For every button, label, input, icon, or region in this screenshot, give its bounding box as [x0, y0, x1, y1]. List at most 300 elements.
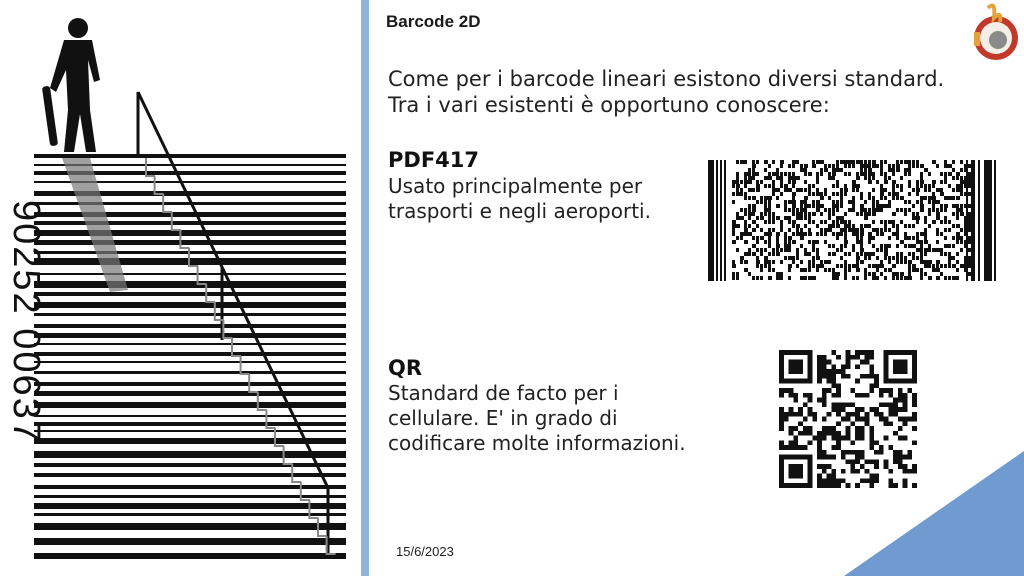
- pdf-module: [868, 192, 871, 196]
- pdf-module: [732, 276, 735, 280]
- qr-module: [850, 402, 855, 407]
- pdf-module: [936, 264, 939, 268]
- pdf-stop-bar: [971, 160, 975, 281]
- qr-module: [803, 393, 808, 398]
- barcode-bar: [34, 415, 346, 417]
- pdf-module: [776, 252, 780, 256]
- pdf-module: [880, 264, 884, 268]
- pdf-module: [952, 264, 956, 268]
- pdf-module: [908, 244, 912, 248]
- pdf-module: [936, 232, 939, 236]
- qr-module: [808, 398, 813, 403]
- pdf-module: [748, 248, 751, 252]
- qr-module: [827, 412, 832, 417]
- pdf-module: [912, 188, 915, 192]
- pdf-module: [752, 188, 755, 192]
- barcode-bar: [34, 513, 346, 516]
- qr-module: [855, 364, 860, 369]
- pdf-module: [956, 208, 960, 212]
- qr-module: [822, 364, 827, 369]
- qr-module: [822, 455, 827, 460]
- pdf-module: [828, 216, 831, 220]
- pdf-module: [912, 212, 915, 216]
- pdf-module: [784, 240, 787, 244]
- pdf-module: [788, 276, 791, 280]
- pdf-module: [792, 256, 795, 260]
- pdf-module: [868, 176, 871, 180]
- pdf-module: [940, 204, 943, 208]
- qr-module: [855, 436, 860, 441]
- pdf-module: [872, 208, 876, 212]
- pdf-module: [756, 240, 759, 244]
- qr-module: [836, 402, 841, 407]
- pdf-module: [872, 176, 875, 180]
- pdf-module: [900, 196, 904, 200]
- pdf-stop-bar: [994, 160, 996, 281]
- pdf-module: [856, 236, 859, 240]
- qr-module: [903, 398, 908, 403]
- pdf-module: [944, 196, 948, 200]
- pdf-module: [764, 212, 767, 216]
- pdf-module: [736, 180, 739, 184]
- pdf-module: [896, 256, 899, 260]
- qr-module: [803, 445, 808, 450]
- pdf-module: [820, 228, 823, 232]
- pdf-module: [756, 260, 760, 264]
- pdf-module: [844, 188, 848, 192]
- pdf-module: [816, 264, 820, 268]
- pdf-module: [760, 180, 763, 184]
- pdf-module: [804, 188, 807, 192]
- qr-module: [898, 417, 903, 422]
- pdf-module: [852, 160, 855, 164]
- pdf-module: [932, 184, 935, 188]
- qr-module: [912, 402, 917, 407]
- pdf-module: [808, 172, 812, 176]
- pdf-module: [744, 176, 747, 180]
- pdf-module: [864, 164, 868, 168]
- pdf-module: [808, 216, 811, 220]
- pdf-module: [960, 168, 963, 172]
- pdf-module: [812, 248, 815, 252]
- pdf-module: [948, 244, 951, 248]
- pdf-module: [740, 256, 744, 260]
- pdf-module: [816, 252, 819, 256]
- pdf-module: [852, 188, 855, 192]
- pdf-module: [924, 168, 928, 172]
- pdf-module: [804, 276, 807, 280]
- qr-module: [879, 393, 884, 398]
- pdf-module: [920, 276, 923, 280]
- pdf-module: [780, 224, 783, 228]
- pdf-module: [912, 252, 915, 256]
- pdf-module: [904, 232, 907, 236]
- pdf-module: [796, 212, 800, 216]
- pdf-module: [900, 188, 903, 192]
- pdf-module: [796, 216, 800, 220]
- pdf-module: [808, 252, 811, 256]
- pdf-module: [952, 168, 955, 172]
- qr-module: [831, 407, 836, 412]
- qr-module: [784, 388, 789, 393]
- pdf-module: [752, 220, 756, 224]
- pdf-module: [820, 260, 823, 264]
- pdf-module: [808, 232, 812, 236]
- barcode-bar: [34, 221, 346, 225]
- pdf-module: [968, 180, 971, 184]
- pdf-module: [852, 164, 855, 168]
- pdf-module: [892, 184, 895, 188]
- pdf-module: [948, 184, 951, 188]
- qr-module: [846, 436, 851, 441]
- pdf-module: [736, 160, 739, 164]
- pdf-module: [868, 160, 871, 164]
- pdf-module: [924, 260, 928, 264]
- pdf-module: [744, 172, 748, 176]
- pdf-module: [956, 276, 959, 280]
- qr-module: [865, 417, 870, 422]
- pdf-module: [796, 188, 800, 192]
- pdf-module: [820, 212, 823, 216]
- pdf-module: [852, 232, 856, 236]
- pdf-module: [892, 224, 895, 228]
- barcode-bar: [34, 240, 346, 245]
- qr-module: [912, 398, 917, 403]
- qr-module: [789, 440, 794, 445]
- qr-module: [817, 360, 822, 365]
- pdf-module: [932, 208, 935, 212]
- pdf-module: [740, 160, 744, 164]
- pdf-module: [732, 260, 735, 264]
- pdf-module: [732, 240, 736, 244]
- pdf-module: [744, 240, 748, 244]
- qr-module: [798, 421, 803, 426]
- pdf-module: [900, 260, 903, 264]
- qr-module: [793, 436, 798, 441]
- qr-module: [850, 412, 855, 417]
- pdf-module: [816, 188, 819, 192]
- pdf-module: [840, 196, 843, 200]
- pdf-module: [784, 256, 787, 260]
- pdf-module: [896, 244, 899, 248]
- pdf-module: [812, 264, 815, 268]
- qr-finder: [789, 360, 803, 374]
- qr-module: [822, 478, 827, 483]
- pdf-module: [892, 276, 895, 280]
- qr-module: [779, 440, 784, 445]
- pdf-module: [900, 184, 903, 188]
- pdf-module: [836, 168, 840, 172]
- qr-module: [831, 445, 836, 450]
- pdf-module: [892, 196, 895, 200]
- pdf-module: [772, 160, 775, 164]
- pdf-module: [776, 272, 780, 276]
- pdf-module: [932, 200, 936, 204]
- pdf-module: [836, 160, 839, 164]
- pdf-module: [884, 268, 887, 272]
- pdf-module: [748, 252, 751, 256]
- pdf-module: [752, 228, 756, 232]
- qr-module: [907, 417, 912, 422]
- qr-module: [846, 431, 851, 436]
- pdf-module: [780, 164, 783, 168]
- pdf-module: [908, 168, 911, 172]
- pdf-module: [812, 184, 815, 188]
- pdf-module: [832, 204, 836, 208]
- qr-module: [827, 478, 832, 483]
- pdf-stop-bar: [966, 160, 968, 281]
- qr-module: [779, 393, 784, 398]
- qr-module: [865, 412, 870, 417]
- pdf-module: [776, 168, 779, 172]
- pdf-module: [784, 184, 788, 188]
- pdf-module: [948, 276, 951, 280]
- qr-module: [817, 440, 822, 445]
- pdf-module: [888, 220, 892, 224]
- pdf417-description: [388, 174, 651, 224]
- pdf-module: [876, 180, 879, 184]
- pdf-module: [844, 244, 847, 248]
- pdf-module: [880, 244, 883, 248]
- pdf-module: [936, 248, 940, 252]
- pdf-module: [872, 228, 876, 232]
- pdf-module: [960, 204, 963, 208]
- pdf-module: [768, 200, 771, 204]
- pdf-module: [960, 264, 964, 268]
- qr-module: [836, 383, 841, 388]
- pdf-module: [772, 172, 776, 176]
- pdf-module: [796, 176, 800, 180]
- pdf-module: [948, 220, 951, 224]
- qr-module: [874, 374, 879, 379]
- pdf-module: [764, 160, 768, 164]
- pdf-module: [956, 260, 959, 264]
- pdf-module: [952, 176, 955, 180]
- pdf-module: [808, 260, 811, 264]
- qr-module: [841, 402, 846, 407]
- qr-module: [869, 440, 874, 445]
- qr-module: [803, 417, 808, 422]
- qr-module: [831, 350, 836, 355]
- pdf-module: [848, 200, 852, 204]
- pdf-module: [840, 192, 843, 196]
- pdf-module: [752, 196, 756, 200]
- qr-module: [874, 412, 879, 417]
- pdf-module: [804, 248, 807, 252]
- pdf-module: [960, 180, 964, 184]
- pdf-module: [756, 172, 759, 176]
- pdf-module: [864, 276, 867, 280]
- pdf-module: [924, 240, 928, 244]
- pdf-module: [948, 164, 952, 168]
- pdf-module: [844, 236, 847, 240]
- qr-module: [869, 374, 874, 379]
- pdf-module: [740, 208, 743, 212]
- pdf-module: [868, 196, 871, 200]
- pdf-module: [956, 176, 959, 180]
- qr-module: [865, 374, 870, 379]
- qr-module: [827, 455, 832, 460]
- pdf-module: [892, 272, 896, 276]
- pdf-module: [760, 252, 763, 256]
- pdf-module: [836, 248, 839, 252]
- pdf-module: [936, 212, 940, 216]
- pdf-module: [744, 192, 747, 196]
- pdf-module: [880, 228, 883, 232]
- pdf-module: [808, 240, 811, 244]
- pdf-module: [800, 188, 803, 192]
- pdf-module: [924, 236, 927, 240]
- pdf-module: [844, 192, 847, 196]
- school-logo-icon: [966, 2, 1022, 64]
- qr-finder: [884, 379, 917, 384]
- pdf-module: [744, 184, 747, 188]
- pdf-module: [764, 168, 767, 172]
- pdf-module: [872, 264, 876, 268]
- qr-module: [822, 436, 827, 441]
- pdf-module: [876, 276, 879, 280]
- qr-module: [812, 436, 817, 441]
- pdf-module: [928, 276, 932, 280]
- pdf-module: [916, 192, 919, 196]
- qr-module: [793, 426, 798, 431]
- pdf-module: [920, 184, 923, 188]
- pdf-module: [928, 264, 931, 268]
- pdf-module: [940, 272, 943, 276]
- pdf-module: [900, 160, 903, 164]
- pdf-module: [764, 260, 768, 264]
- pdf-module: [944, 172, 947, 176]
- pdf-module: [920, 260, 924, 264]
- pdf-module: [924, 264, 928, 268]
- pdf-module: [748, 188, 752, 192]
- pdf-module: [776, 232, 780, 236]
- pdf-module: [856, 172, 859, 176]
- barcode-bar: [34, 230, 346, 236]
- pdf-module: [840, 200, 843, 204]
- qr-module: [836, 369, 841, 374]
- pdf-module: [868, 172, 872, 176]
- pdf-module: [768, 164, 771, 168]
- pdf-module: [792, 160, 796, 164]
- pdf-module: [968, 212, 971, 216]
- barcode-bar: [34, 451, 346, 458]
- pdf-module: [888, 268, 892, 272]
- pdf-module: [748, 208, 751, 212]
- pdf-module: [772, 184, 775, 188]
- pdf-module: [856, 212, 859, 216]
- pdf-module: [764, 264, 767, 268]
- barcode-bar: [34, 333, 346, 338]
- qr-module: [793, 412, 798, 417]
- qr-module: [793, 393, 798, 398]
- qr-finder: [779, 483, 812, 488]
- qr-module: [841, 374, 846, 379]
- pdf-module: [896, 224, 899, 228]
- pdf-module: [864, 224, 868, 228]
- pdf-module: [924, 188, 927, 192]
- qr-module: [822, 469, 827, 474]
- pdf-module: [768, 268, 771, 272]
- qr-module: [912, 412, 917, 417]
- pdf-module: [828, 224, 832, 228]
- qr-finder: [884, 350, 917, 355]
- pdf-module: [812, 192, 815, 196]
- pdf-module: [744, 224, 747, 228]
- pdf-module: [864, 168, 867, 172]
- pdf-module: [856, 184, 860, 188]
- pdf-module: [920, 232, 924, 236]
- pdf-module: [920, 244, 923, 248]
- pdf-module: [752, 244, 756, 248]
- pdf-module: [836, 192, 839, 196]
- pdf-module: [776, 244, 780, 248]
- pdf-module: [748, 196, 751, 200]
- pdf-module: [800, 168, 804, 172]
- qr-module: [860, 360, 865, 365]
- pdf-module: [872, 164, 876, 168]
- pdf-module: [876, 228, 879, 232]
- pdf-module: [804, 204, 808, 208]
- qr-module: [888, 407, 893, 412]
- barcode-bar: [34, 352, 346, 356]
- pdf-module: [928, 184, 931, 188]
- pdf-module: [932, 220, 936, 224]
- pdf-module: [740, 232, 744, 236]
- pdf-module: [792, 192, 796, 196]
- pdf-module: [764, 248, 767, 252]
- pdf-module: [832, 164, 835, 168]
- pdf-module: [864, 176, 867, 180]
- qr-module: [817, 483, 822, 488]
- qr-module: [817, 436, 822, 441]
- pdf-module: [908, 260, 912, 264]
- qr-module: [879, 402, 884, 407]
- pdf-module: [832, 252, 836, 256]
- pdf-module: [836, 276, 839, 280]
- pdf-module: [768, 208, 771, 212]
- pdf-module: [924, 232, 927, 236]
- pdf-module: [764, 232, 768, 236]
- pdf-module: [880, 192, 884, 196]
- pdf-module: [796, 252, 799, 256]
- barcode-bar: [34, 292, 346, 296]
- barcode-bar: [34, 503, 346, 509]
- pdf-module: [880, 168, 883, 172]
- pdf-module: [832, 184, 835, 188]
- pdf-module: [892, 164, 895, 168]
- pdf-module: [732, 192, 735, 196]
- qr-module: [822, 393, 827, 398]
- pdf-module: [848, 208, 852, 212]
- qr-module: [903, 402, 908, 407]
- qr-module: [817, 464, 822, 469]
- pdf-module: [800, 260, 803, 264]
- pdf-module: [920, 164, 924, 168]
- pdf-module: [944, 176, 947, 180]
- pdf-module: [852, 196, 855, 200]
- barcode-bar: [34, 281, 346, 288]
- pdf-module: [816, 180, 819, 184]
- pdf-module: [888, 168, 892, 172]
- pdf-module: [828, 228, 832, 232]
- pdf-module: [756, 224, 759, 228]
- pdf-module: [904, 224, 907, 228]
- pdf-module: [796, 232, 800, 236]
- pdf-module: [820, 192, 823, 196]
- pdf-module: [828, 252, 831, 256]
- qr-module: [884, 421, 889, 426]
